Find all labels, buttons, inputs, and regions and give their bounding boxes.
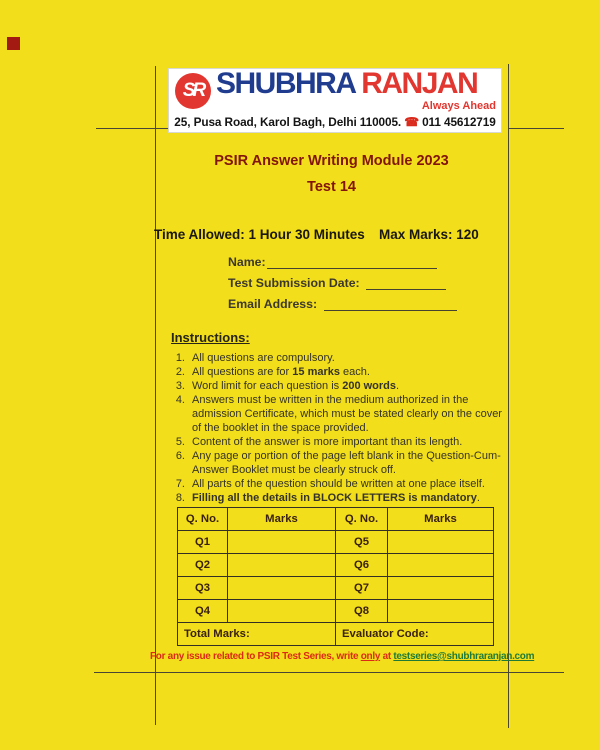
instructions-heading: Instructions:	[171, 330, 250, 345]
instruction-segment: All questions are for	[192, 366, 293, 378]
table-row	[178, 554, 494, 577]
instruction-segment: .	[476, 492, 480, 504]
instructions-list	[171, 351, 505, 505]
instruction-number: 5.	[175, 436, 185, 448]
instruction-segment: Content of the answer is more important than its length.	[192, 436, 463, 448]
marks-cell	[388, 577, 494, 600]
table-footer-row	[178, 623, 494, 646]
marks-cell	[228, 577, 336, 600]
question-number-cell: Q7	[336, 577, 388, 600]
address-text: 25, Pusa Road, Karol Bagh, Delhi 110005.	[174, 115, 402, 129]
instruction-text	[192, 365, 505, 379]
footer-note-only: only	[360, 651, 381, 662]
instruction-segment: 200 words	[342, 380, 397, 392]
marks-cell	[228, 554, 336, 577]
instruction-text	[192, 393, 505, 435]
instruction-segment: All parts of the question should be written at one place itself.	[192, 478, 485, 490]
question-number-cell: Q1	[178, 531, 228, 554]
footer-note	[150, 651, 535, 662]
instruction-item	[171, 449, 505, 477]
logo-monogram: SR	[182, 80, 204, 101]
field-label: Email Address:	[228, 297, 321, 311]
red-corner-square	[7, 37, 20, 50]
instruction-text	[192, 477, 505, 491]
instruction-segment: .	[396, 380, 400, 392]
instruction-segment: Word limit for each question is	[192, 380, 343, 392]
question-number-cell: Q6	[336, 554, 388, 577]
instruction-item	[171, 477, 505, 491]
instruction-segment: Filling all the details in BLOCK LETTERS is mandatory	[192, 492, 477, 504]
instruction-segment: 15 marks	[292, 366, 340, 378]
instruction-number: 1.	[175, 352, 185, 364]
marks-cell	[388, 531, 494, 554]
brand-name	[216, 67, 477, 101]
support-email-link[interactable]: testseries@shubhraranjan.com	[393, 651, 535, 662]
crop-mark-vertical-right	[508, 64, 509, 728]
phone-number: 011 45612719	[422, 115, 496, 129]
sr-logo-icon	[175, 73, 211, 109]
instruction-text	[192, 435, 505, 449]
question-number-cell: Q4	[178, 600, 228, 623]
evaluator-code-cell: Evaluator Code:	[336, 623, 494, 646]
instruction-item	[171, 393, 505, 435]
field-label: Test Submission Date:	[228, 276, 364, 290]
question-number-cell: Q3	[178, 577, 228, 600]
instruction-text	[192, 351, 505, 365]
marks-cell	[228, 600, 336, 623]
crop-mark-horizontal-bottom	[94, 672, 564, 673]
field-label: Name:	[228, 255, 266, 269]
crop-mark-horizontal-top-left	[96, 128, 168, 129]
candidate-fields	[228, 248, 457, 311]
instruction-item	[171, 491, 505, 505]
table-row	[178, 577, 494, 600]
telephone-icon: ☎	[404, 115, 419, 129]
brand-tagline: Always Ahead	[421, 100, 496, 112]
instruction-segment: All questions are compulsory.	[192, 352, 335, 364]
marks-cell	[388, 600, 494, 623]
instruction-item	[171, 365, 505, 379]
instruction-number: 8.	[175, 492, 185, 504]
instruction-number: 6.	[175, 450, 185, 462]
marks-cell	[388, 554, 494, 577]
table-row	[178, 600, 494, 623]
instruction-item	[171, 379, 505, 393]
instruction-number: 2.	[175, 366, 185, 378]
table-header-cell: Marks	[228, 508, 336, 531]
form-field-row	[228, 248, 457, 269]
marks-cell	[228, 531, 336, 554]
module-title: PSIR Answer Writing Module 2023	[214, 153, 449, 169]
address-line	[169, 115, 501, 129]
time-allowed-label: Time Allowed: 1 Hour 30 Minutes	[154, 227, 365, 242]
instruction-number: 7.	[175, 478, 185, 490]
fill-in-line	[267, 255, 437, 269]
crop-mark-horizontal-top-right	[508, 128, 564, 129]
table-header-cell: Q. No.	[336, 508, 388, 531]
table-header-row	[178, 508, 494, 531]
footer-note-prefix: For any issue related to PSIR Test Series, write	[150, 651, 361, 662]
max-marks-label: Max Marks: 120	[379, 227, 479, 242]
question-number-cell: Q2	[178, 554, 228, 577]
table-header-cell: Q. No.	[178, 508, 228, 531]
fill-in-line	[366, 276, 446, 290]
test-number-title: Test 14	[307, 179, 356, 195]
instruction-number: 3.	[175, 380, 185, 392]
marks-table	[177, 507, 494, 646]
letterhead-box	[168, 68, 502, 133]
table-header-cell: Marks	[388, 508, 494, 531]
instruction-text	[192, 379, 505, 393]
brand-first-word: SHUBHRA	[216, 67, 355, 100]
fill-in-line	[324, 297, 457, 311]
instruction-segment: Answers must be written in the medium authorized in the admission Certificate, which must be stated clearly on the cover of the booklet in the space provided.	[192, 394, 502, 434]
total-marks-cell: Total Marks:	[178, 623, 336, 646]
instruction-item	[171, 435, 505, 449]
instruction-segment: each.	[340, 366, 370, 378]
instruction-segment: Any page or portion of the page left blank in the Question-Cum-Answer Booklet must be clearly struck off.	[192, 450, 501, 476]
instruction-item	[171, 351, 505, 365]
instruction-number: 4.	[175, 394, 185, 406]
footer-note-middle: at	[380, 651, 394, 662]
instruction-text	[192, 491, 505, 505]
instruction-text	[192, 449, 505, 477]
question-number-cell: Q5	[336, 531, 388, 554]
question-number-cell: Q8	[336, 600, 388, 623]
form-field-row	[228, 269, 457, 290]
brand-second-word: RANJAN	[354, 67, 478, 100]
form-field-row	[228, 290, 457, 311]
table-row	[178, 531, 494, 554]
